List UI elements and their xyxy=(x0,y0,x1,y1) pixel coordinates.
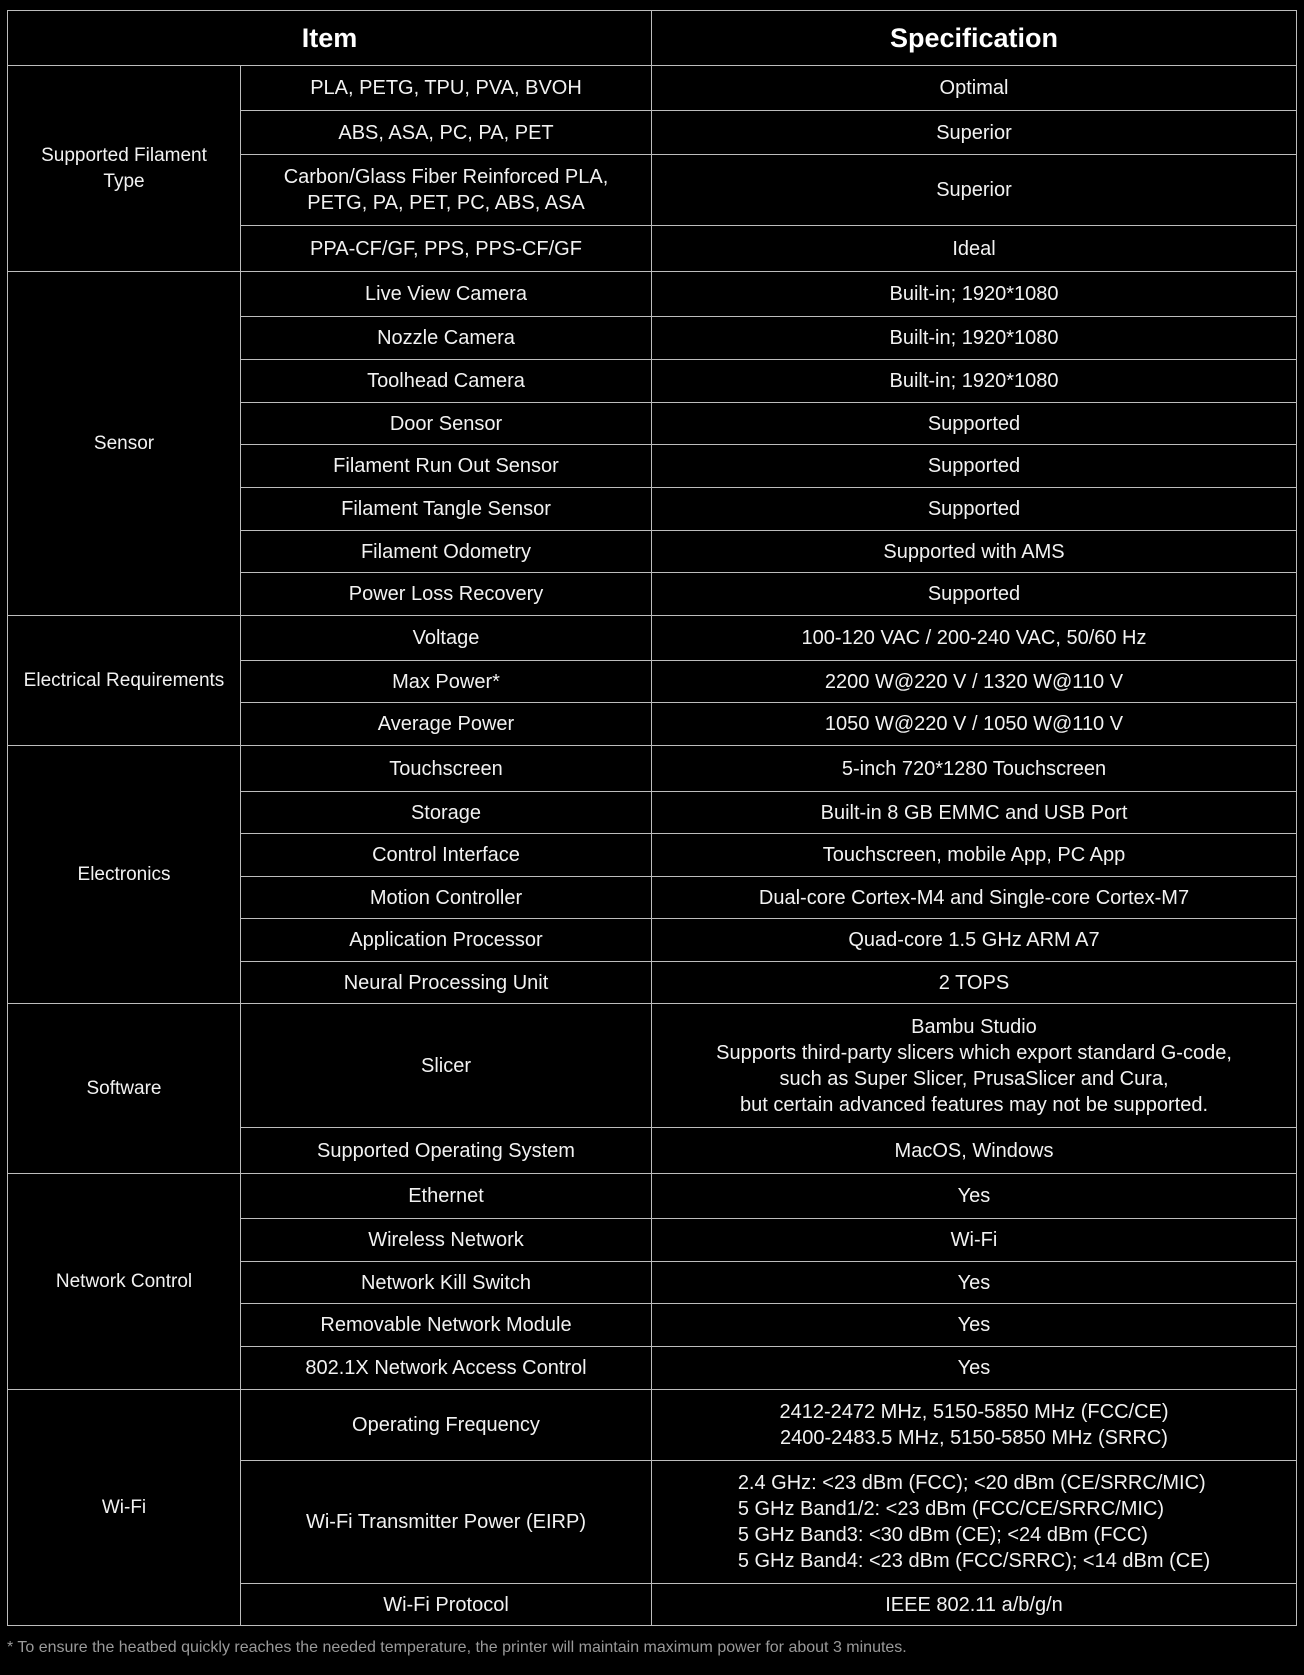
table-row xyxy=(8,1004,1297,1128)
item-cell: Control Interface xyxy=(241,834,652,877)
item-cell: Slicer xyxy=(241,1004,652,1128)
item-cell: PLA, PETG, TPU, PVA, BVOH xyxy=(241,66,652,111)
item-cell: Storage xyxy=(241,792,652,834)
item-cell: Wireless Network xyxy=(241,1219,652,1262)
spec-cell: Yes xyxy=(652,1262,1297,1304)
item-cell: Live View Camera xyxy=(241,272,652,317)
item-cell: Filament Run Out Sensor xyxy=(241,445,652,488)
spec-cell: Bambu Studio Supports third-party slicers which export standard G-code, such as Super Slicer, PrusaSlicer and Cura, but certain advanced features may not be supported. xyxy=(652,1004,1297,1128)
item-cell: Motion Controller xyxy=(241,877,652,919)
group-cell: Sensor xyxy=(8,272,241,616)
footnote: * To ensure the heatbed quickly reaches the needed temperature, the printer will maintain maximum power for about 3 minutes. xyxy=(7,1639,907,1656)
spec-cell: Supported xyxy=(652,403,1297,445)
table-header-row xyxy=(8,11,1297,66)
item-cell: Nozzle Camera xyxy=(241,317,652,360)
spec-cell: Built-in; 1920*1080 xyxy=(652,317,1297,360)
spec-cell: 1050 W@220 V / 1050 W@110 V xyxy=(652,703,1297,746)
spec-cell: Yes xyxy=(652,1304,1297,1347)
spec-cell: Optimal xyxy=(652,66,1297,111)
item-cell: Filament Tangle Sensor xyxy=(241,488,652,531)
item-cell: Toolhead Camera xyxy=(241,360,652,403)
spec-cell: Quad-core 1.5 GHz ARM A7 xyxy=(652,919,1297,962)
spec-cell: Supported xyxy=(652,488,1297,531)
group-cell: Electronics xyxy=(8,746,241,1004)
header-item: Item xyxy=(8,11,652,66)
spec-cell: Ideal xyxy=(652,226,1297,272)
item-cell: Power Loss Recovery xyxy=(241,573,652,616)
spec-cell: Wi-Fi xyxy=(652,1219,1297,1262)
spec-cell: IEEE 802.11 a/b/g/n xyxy=(652,1584,1297,1626)
spec-cell: Built-in 8 GB EMMC and USB Port xyxy=(652,792,1297,834)
table-row xyxy=(8,746,1297,792)
spec-cell: MacOS, Windows xyxy=(652,1128,1297,1174)
item-cell: Voltage xyxy=(241,616,652,661)
spec-cell: Built-in; 1920*1080 xyxy=(652,272,1297,317)
item-cell: Door Sensor xyxy=(241,403,652,445)
spec-cell: 2 TOPS xyxy=(652,962,1297,1004)
table-row xyxy=(8,272,1297,317)
item-cell: Removable Network Module xyxy=(241,1304,652,1347)
item-cell: Ethernet xyxy=(241,1174,652,1219)
spec-cell: Yes xyxy=(652,1174,1297,1219)
spec-cell: 2200 W@220 V / 1320 W@110 V xyxy=(652,661,1297,703)
item-cell: Max Power* xyxy=(241,661,652,703)
item-cell: Network Kill Switch xyxy=(241,1262,652,1304)
item-cell: Neural Processing Unit xyxy=(241,962,652,1004)
table-row xyxy=(8,616,1297,661)
item-cell: PPA-CF/GF, PPS, PPS-CF/GF xyxy=(241,226,652,272)
item-cell: Application Processor xyxy=(241,919,652,962)
item-cell: Wi-Fi Protocol xyxy=(241,1584,652,1626)
item-cell: Wi-Fi Transmitter Power (EIRP) xyxy=(241,1461,652,1584)
spec-cell: Superior xyxy=(652,155,1297,226)
spec-cell: Dual-core Cortex-M4 and Single-core Cortex-M7 xyxy=(652,877,1297,919)
item-cell: Carbon/Glass Fiber Reinforced PLA, PETG, PA, PET, PC, ABS, ASA xyxy=(241,155,652,226)
spec-cell: Touchscreen, mobile App, PC App xyxy=(652,834,1297,877)
group-cell: Software xyxy=(8,1004,241,1174)
table-row xyxy=(8,1390,1297,1461)
spec-cell: 2412-2472 MHz, 5150-5850 MHz (FCC/CE) 2400-2483.5 MHz, 5150-5850 MHz (SRRC) xyxy=(652,1390,1297,1461)
table-row xyxy=(8,66,1297,111)
spec-cell xyxy=(652,1461,1297,1584)
header-specification: Specification xyxy=(652,11,1297,66)
group-cell: Electrical Requirements xyxy=(8,616,241,746)
item-cell: ABS, ASA, PC, PA, PET xyxy=(241,111,652,155)
spec-cell: Supported xyxy=(652,573,1297,616)
spec-cell: Supported xyxy=(652,445,1297,488)
table-row xyxy=(8,1174,1297,1219)
spec-cell: 5-inch 720*1280 Touchscreen xyxy=(652,746,1297,792)
spec-cell: Superior xyxy=(652,111,1297,155)
item-cell: Average Power xyxy=(241,703,652,746)
spec-cell: Built-in; 1920*1080 xyxy=(652,360,1297,403)
spec-cell: 100-120 VAC / 200-240 VAC, 50/60 Hz xyxy=(652,616,1297,661)
item-cell: 802.1X Network Access Control xyxy=(241,1347,652,1390)
group-cell: Supported Filament Type xyxy=(8,66,241,272)
spec-table-body xyxy=(8,66,1297,1626)
item-cell: Touchscreen xyxy=(241,746,652,792)
spec-text: 2.4 GHz: <23 dBm (FCC); <20 dBm (CE/SRRC/MIC) 5 GHz Band1/2: <23 dBm (FCC/CE/SRRC/MIC) 5 GHz Band3: <30 dBm (CE); <24 dBm (FCC) 5 GHz Band4: <23 dBm (FCC/SRRC); <14 dBm (CE) xyxy=(737,1472,1211,1572)
group-cell: Network Control xyxy=(8,1174,241,1390)
item-cell: Filament Odometry xyxy=(241,531,652,573)
spec-cell: Supported with AMS xyxy=(652,531,1297,573)
spec-table xyxy=(7,10,1297,1626)
item-cell: Supported Operating System xyxy=(241,1128,652,1174)
spec-cell: Yes xyxy=(652,1347,1297,1390)
item-cell: Operating Frequency xyxy=(241,1390,652,1461)
group-cell: Wi-Fi xyxy=(8,1390,241,1626)
